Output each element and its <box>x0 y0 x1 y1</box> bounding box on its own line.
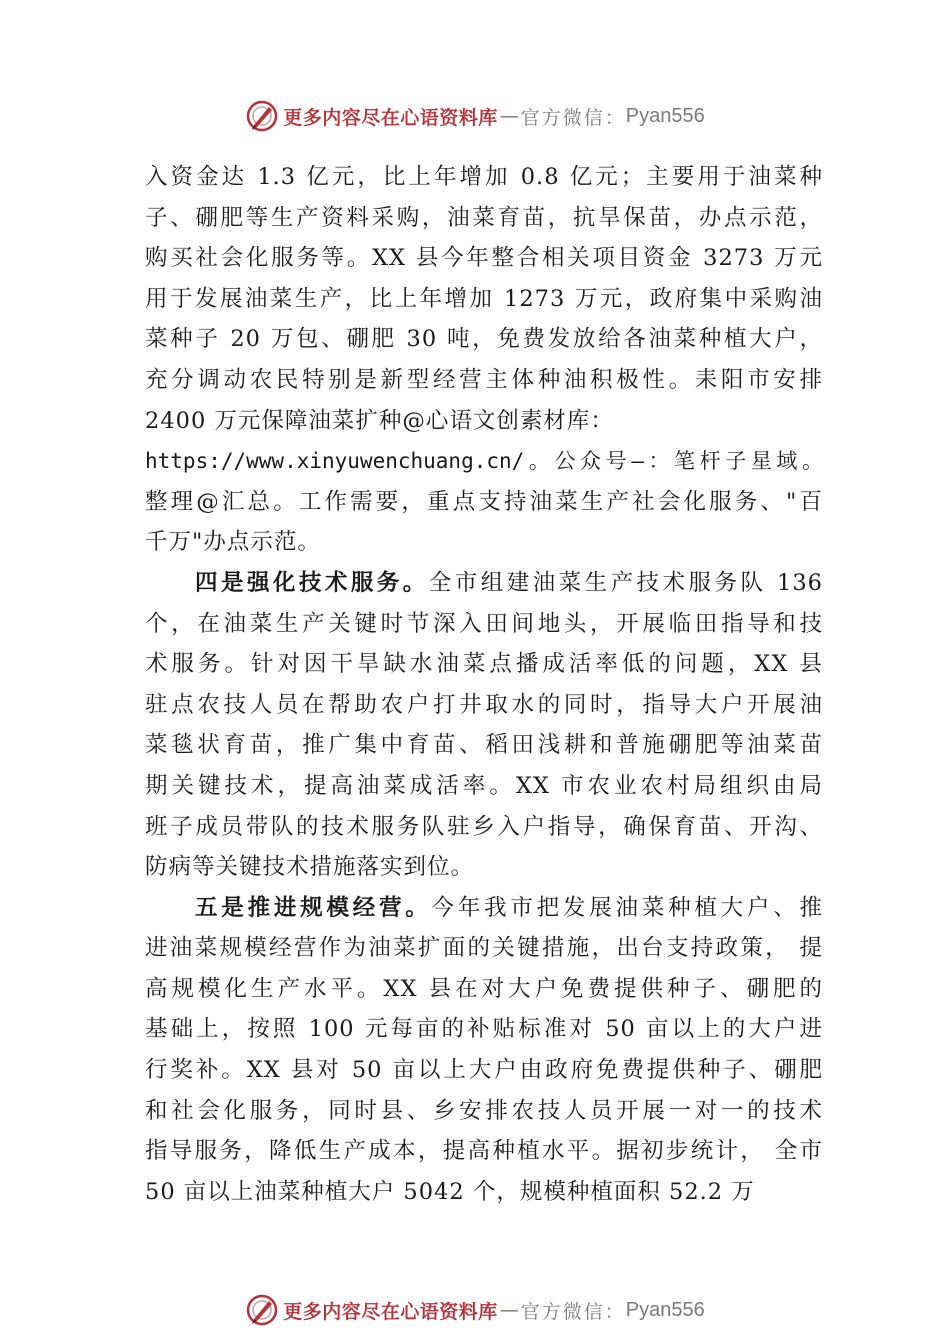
text-line: 行奖补。XX 县对 50 亩以上大户由政府免费提供种子、硼肥 <box>145 1057 823 1084</box>
paragraph-funding <box>145 157 823 563</box>
text-line: 术服务。针对因干旱缺水油菜点播成活率低的问题，XX 县 <box>145 651 823 678</box>
section-heading: 四是强化技术服务。 <box>195 569 429 596</box>
brand-logo-icon <box>245 99 279 133</box>
text-line: 基础上，按照 100 元每亩的补贴标准对 50 亩以上的大户进 <box>145 1016 823 1043</box>
banner-separator: — <box>499 105 519 127</box>
text-line: 指导服务，降低生产成本，提高种植水平。据初步统计， 全市 <box>145 1138 823 1165</box>
text-run: 全市组建油菜生产技术服务队 136 <box>428 569 823 596</box>
banner-brand: 更多内容尽在心语资料库 <box>283 1300 498 1323</box>
text-line: 子、硼肥等生产资料采购，油菜育苗，抗旱保苗，办点示范， <box>145 204 823 231</box>
text-line: 2400 万元保障油菜扩种@心语文创素材库： <box>145 407 614 434</box>
text-line: 和社会化服务，同时县、乡安排农技人员开展一对一的技术 <box>145 1097 823 1124</box>
text-line: 充分调动农民特别是新型经营主体种油积极性。耒阳市安排 <box>145 366 823 393</box>
paragraph-tech-service <box>145 563 823 888</box>
text-line: 50 亩以上油菜种植大户 5042 个，规模种植面积 52.2 万 <box>145 1178 755 1205</box>
text-line: 菜种子 20 万包、硼肥 30 吨，免费发放给各油菜种植大户， <box>145 326 823 353</box>
text-line: 防病等关键技术措施落实到位。 <box>145 854 475 881</box>
text-line: 个，在油菜生产关键时节深入田间地头，开展临田指导和技 <box>145 610 823 637</box>
banner-wechat-label: 官方微信： <box>520 106 626 129</box>
banner-wechat-id: Pyan556 <box>625 104 705 127</box>
banner-separator: — <box>499 1299 519 1321</box>
text-line: 驻点农技人员在帮助农户打井取水的同时，指导大户开展油 <box>145 691 823 718</box>
brand-logo-icon <box>245 1293 279 1327</box>
banner-wechat-label: 官方微信： <box>520 1300 626 1323</box>
paragraph-first-line <box>145 888 823 929</box>
document-body <box>145 157 823 1212</box>
text-line: 高规模化生产水平。XX 县在对大户免费提供种子、硼肥的 <box>145 975 823 1002</box>
paragraph-scale-operation <box>145 888 823 1213</box>
banner-wechat-id: Pyan556 <box>625 1298 705 1321</box>
text-line: 进油菜规模经营作为油菜扩面的关键措施，出台支持政策， 提 <box>145 935 823 962</box>
text-line: 期关键技术，提高油菜成活率。XX 市农业农村局组织由局 <box>145 772 823 799</box>
text-line: 菜毯状育苗，推广集中育苗、稻田浅耕和普施硼肥等油菜苗 <box>145 732 823 759</box>
header-banner <box>0 96 950 136</box>
text-line: 千万"办点示范。 <box>145 529 321 556</box>
text-line: 用于发展油菜生产，比上年增加 1273 万元，政府集中采购油 <box>145 285 823 312</box>
text-run: 今年我市把发展油菜种植大户、推 <box>431 894 823 921</box>
footer-banner <box>0 1290 950 1330</box>
banner-brand: 更多内容尽在心语资料库 <box>283 106 498 129</box>
text-line: 整理@汇总。工作需要，重点支持油菜生产社会化服务、"百 <box>145 488 823 515</box>
paragraph-first-line <box>145 563 823 604</box>
text-line: 班子成员带队的技术服务队驻乡入户指导，确保育苗、开沟、 <box>145 813 823 840</box>
text-line: 购买社会化服务等。XX 县今年整合相关项目资金 3273 万元 <box>145 245 823 272</box>
section-heading: 五是推进规模经营。 <box>195 894 432 921</box>
text-line-url: https://www.xinyuwenchuang.cn/。公众号—：笔杆子星域。 <box>145 449 823 474</box>
text-line: 入资金达 1.3 亿元，比上年增加 0.8 亿元；主要用于油菜种 <box>145 164 823 190</box>
